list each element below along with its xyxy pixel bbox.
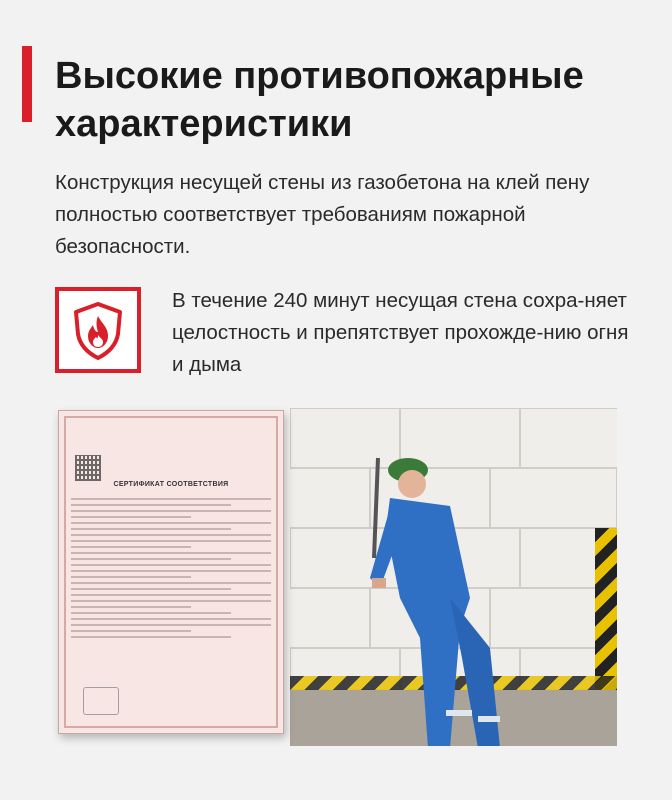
- qr-code: [75, 455, 101, 481]
- feature-text: В течение 240 минут несущая стена сохра-няет целостность и препятствует прохожде-нию огня и дыма: [172, 289, 629, 376]
- worker-figure: [350, 448, 550, 746]
- certificate-document: [58, 410, 284, 734]
- wall-inspection-photo: [290, 408, 617, 746]
- lead-text: Конструкция несущей стены из газобетона на клей пену полностью соответствует требованиям пожарной безопасности.: [55, 171, 590, 258]
- certificate-title: СЕРТИФИКАТ СООТВЕТСТВИЯ: [113, 481, 229, 488]
- fire-shield-icon: [72, 302, 124, 360]
- page-title: Высокие противопожарные характеристики: [55, 55, 584, 145]
- title-accent-bar: [22, 46, 32, 122]
- fire-shield-icon-box: [55, 287, 141, 373]
- certificate-seal: [83, 687, 119, 715]
